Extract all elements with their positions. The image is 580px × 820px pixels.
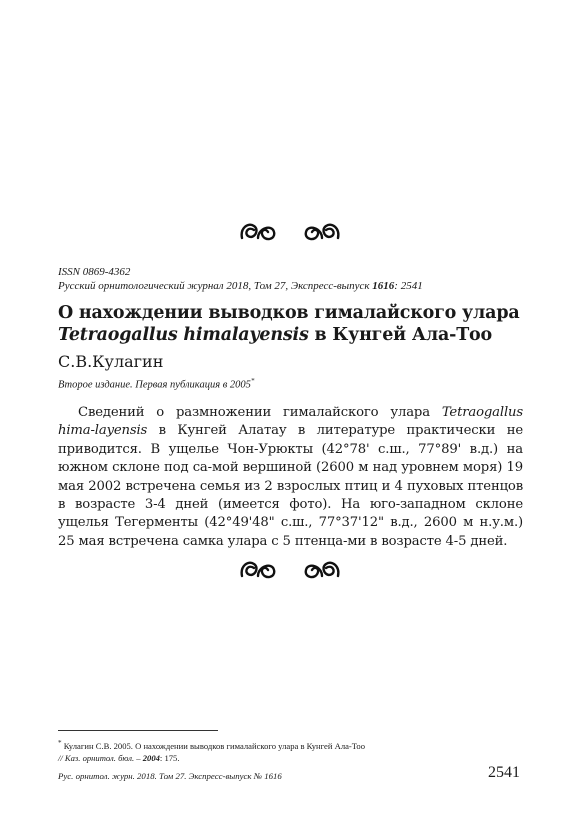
body-paragraph: Сведений о размножении гималайского улара Tetraogallus hima-layensis в Кунгей Алатау в литературе практически не приводится. В ущелье Чон-Урюкты (42°78' с.ш., 77°89' в.д.) на южном склоне под са-мой вершиной (2600 м над уровнем моря) 19 мая 2002 встречена семья из 2 взрослых птиц и 4 пуховых птенцов в возрасте 3-4 дней (имеется фото). На юго-западном склоне ущелья Тегерменты (42°49'48" с.ш., 77°37'12" в.д., 2600 м н.у.м.) 25 мая встречена самка улара с 5 птенца-ми в возрасте 4-5 дней. (58, 405, 523, 549)
issn: ISSN 0869-4362 (58, 266, 131, 278)
footnote-line-2: // Каз. орнитол. бюл. – 2004: 175. (58, 752, 180, 763)
journal-citation: Русский орнитологический журнал 2018, Том 27, Экспресс-выпуск 1616: 2541 (58, 280, 423, 292)
page-number: 2541 (488, 764, 520, 781)
author: С.В.Кулагин (58, 352, 164, 371)
title-line-1: О нахождении выводков гималайского улара (58, 303, 520, 323)
running-footer: Рус. орнитол. журн. 2018. Том 27. Экспресс-выпуск № 1616 (58, 771, 282, 781)
edition-note: Второе издание. Первая публикация в 2005* (58, 377, 255, 391)
footnote (58, 737, 528, 764)
issn-header (58, 265, 423, 293)
article-title (58, 302, 528, 346)
ornament-right-icon (302, 218, 342, 252)
title-species-latin: Tetraogallus himalayensis (58, 325, 309, 345)
ornament-right-icon (302, 556, 342, 590)
ornament-top (0, 218, 580, 252)
issue-number: 1616 (372, 280, 395, 292)
ornament-left-icon (238, 218, 278, 252)
footnote-divider (58, 730, 218, 731)
species-latin: Tetraogallus hima-layensis (58, 405, 523, 439)
ornament-bottom (0, 556, 580, 590)
ornament-left-icon (238, 556, 278, 590)
footnote-line-1: * Кулагин С.В. 2005. О нахождении выводков гималайского улара в Кунгей Ала-Тоо (58, 739, 365, 751)
title-line-2: Tetraogallus himalayensis в Кунгей Ала-Тоо (58, 325, 492, 345)
